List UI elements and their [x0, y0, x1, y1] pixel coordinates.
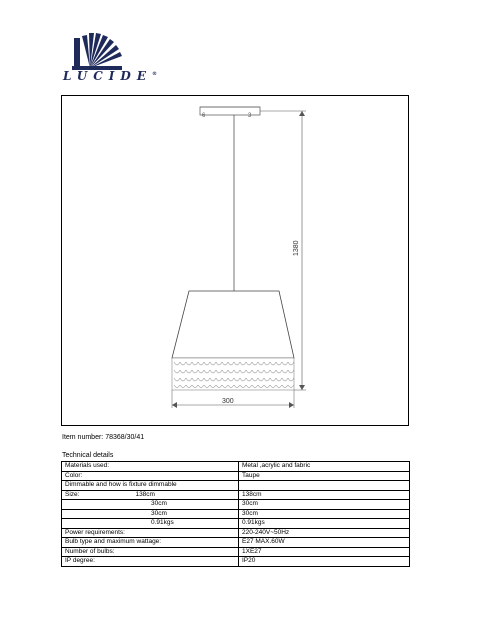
table-row	[62, 462, 410, 472]
table-row	[62, 557, 410, 567]
brand-wordmark: LUCIDE®	[63, 69, 163, 83]
table-row	[62, 490, 410, 500]
item-number-label: Item number:	[62, 434, 104, 441]
row-label: Bulb type and maximum wattage:	[62, 538, 239, 548]
size-sub-value: 30cm	[151, 500, 167, 508]
table-row	[62, 528, 410, 538]
row-label: IP degree:	[62, 557, 239, 567]
row-label: Color:	[62, 471, 239, 481]
technical-details-table	[61, 461, 410, 567]
row-label	[62, 519, 239, 529]
row-value: 1XE27	[239, 547, 410, 557]
row-label	[62, 509, 239, 519]
lamp-drawing-svg	[62, 96, 408, 425]
row-label: Power requirements:	[62, 528, 239, 538]
table-row	[62, 509, 410, 519]
width-dimension-label: 300	[222, 398, 234, 405]
lucide-logo	[60, 28, 150, 93]
table-row	[62, 538, 410, 548]
row-value: 30cm	[239, 500, 410, 510]
technical-details-title: Technical details	[62, 452, 114, 459]
height-dimension-label: 1380	[293, 240, 300, 256]
row-value: Metal ,acrylic and fabric	[239, 462, 410, 472]
row-value: Taupe	[239, 471, 410, 481]
row-value: 0.91kgs	[239, 519, 410, 529]
size-sub-value: 30cm	[151, 509, 167, 517]
canopy-right-label: 3	[248, 113, 252, 119]
row-label: Size: 138cm	[62, 490, 239, 500]
table-row	[62, 547, 410, 557]
row-label: Dimmable and how is fixture dimmable	[62, 481, 239, 491]
row-value: E27 MAX.60W	[239, 538, 410, 548]
table-row	[62, 500, 410, 510]
table-row	[62, 519, 410, 529]
size-sub-value: 138cm	[135, 490, 155, 498]
table-row	[62, 471, 410, 481]
technical-drawing	[61, 95, 409, 426]
row-value: IP20	[239, 557, 410, 567]
row-value: 138cm	[239, 490, 410, 500]
canopy-left-label: 6	[202, 113, 206, 119]
row-label: Number of bulbs:	[62, 547, 239, 557]
table-row	[62, 481, 410, 491]
row-label	[62, 500, 239, 510]
row-value: 30cm	[239, 509, 410, 519]
row-label: Materials used:	[62, 462, 239, 472]
item-number-value: 78368/30/41	[105, 434, 145, 441]
row-value	[239, 481, 410, 491]
size-sub-value: 0.91kgs	[151, 519, 174, 527]
row-value: 220-240V~50Hz	[239, 528, 410, 538]
item-number	[62, 434, 144, 441]
